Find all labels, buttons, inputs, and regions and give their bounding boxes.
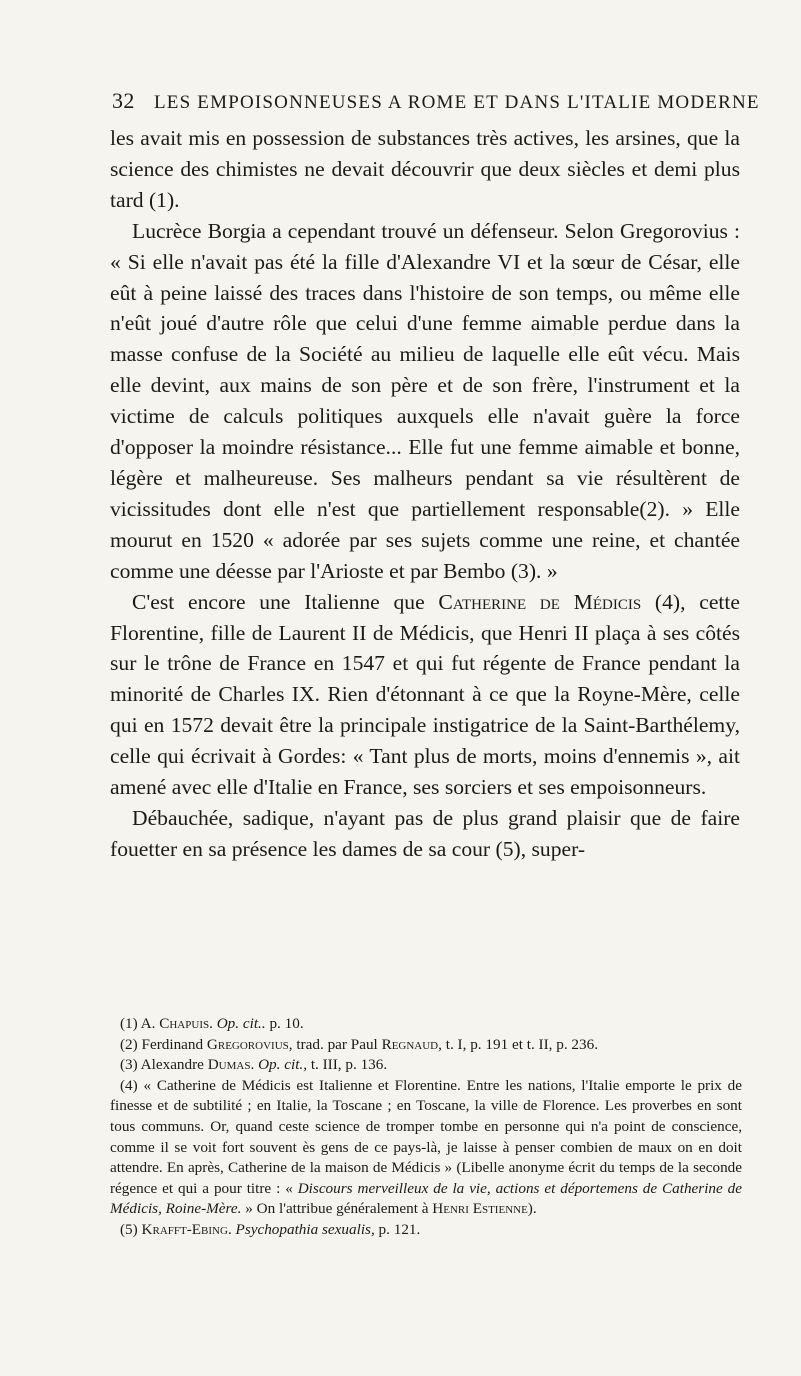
footnote-2 (110, 1035, 742, 1056)
page-number: 32 (112, 88, 135, 113)
running-header (112, 88, 760, 114)
footnote-4 (110, 1076, 742, 1220)
running-title: LES EMPOISONNEUSES A ROME ET DANS L'ITALIE MODERNE (153, 92, 760, 113)
paragraph-3-start: C'est encore une Italienne que (132, 589, 439, 614)
footnote-5-work: Psychopathia sexualis, (235, 1220, 375, 1238)
footnote-5-suffix: p. 121. (374, 1220, 421, 1238)
footnote-4-text: (4) « Catherine de Médicis est Italienne et Florentine. Entre les nations, l'Italie emporte le prix de finesse et de subtilité ; en Italie, la Toscane ; en Toscane, la ville de Florence. Les proverbes en sont tous communs. Or, quand ceste science de tromper tombe en personne qui n'a point de conscience, comme il se voit fort souvent ès gens de ce pays-là, je laisse à penser combien de maux on en doit attendre. En après, Catherine de la maison de Médicis » (Libelle anonyme écrit du temps de la seconde régence et qui a pour titre : « (110, 1076, 742, 1197)
footnote-4-suffix: ). (527, 1200, 537, 1218)
footnotes (110, 1014, 742, 1241)
paragraph-1: les avait mis en possession de substances très actives, les arsines, que la science des chimistes ne devait découvrir que deux siècles et demi plus tard (1). (110, 126, 740, 212)
footnote-2-suffix: t. I, p. 191 et t. II, p. 236. (441, 1035, 599, 1053)
footnote-1-suffix: p. 10. (265, 1015, 304, 1032)
footnote-3-suffix: t. III, p. 136. (307, 1056, 388, 1074)
footnote-4-attribution: Henri Estienne (432, 1200, 528, 1218)
footnote-2-translator: Regnaud, (381, 1035, 442, 1053)
footnote-1-work: Op. cit.. (216, 1015, 266, 1032)
footnote-3-prefix: (3) Alexandre (120, 1056, 208, 1074)
footnote-2-prefix: (2) Ferdinand (120, 1035, 207, 1053)
footnote-3-author: Dumas. (207, 1056, 255, 1074)
paragraph-3 (110, 587, 740, 803)
main-text (110, 123, 740, 865)
footnote-3-work: Op. cit., (258, 1056, 308, 1074)
footnote-2-middle: trad. par Paul (292, 1035, 382, 1053)
footnote-4-title: Discours merveilleux de la vie, actions et déportemens de Catherine de Médicis, Roine-Mère. (110, 1179, 742, 1218)
footnote-2-author: Gregorovius, (206, 1035, 293, 1053)
catherine-name: Catherine de Médicis (438, 589, 642, 614)
paragraph-4: Débauchée, sadique, n'ayant pas de plus grand plaisir que de faire fouetter en sa présence les dames de sa cour (5), super- (110, 805, 740, 861)
footnote-3 (110, 1055, 742, 1076)
footnote-5 (110, 1220, 742, 1241)
footnote-1-prefix: (1) A. (120, 1015, 160, 1032)
footnote-1-author: Chapuis. (159, 1015, 213, 1032)
footnote-5-prefix: (5) (120, 1220, 142, 1238)
footnote-4-middle: » On l'attribue généralement à (241, 1200, 433, 1218)
paragraph-2: Lucrèce Borgia a cependant trouvé un défenseur. Selon Gregorovius : « Si elle n'avait pas été la fille d'Alexandre VI et la sœur de César, elle eût à peine laissé des traces dans l'histoire de son temps, ou même elle n'eût joué d'autre rôle que celui d'une femme aimable perdue dans la masse confuse de la Société au milieu de laquelle elle eût vécu. Mais elle devint, aux mains de son père et de son frère, l'instrument et la victime de calculs politiques auxquels elle n'avait guère la force d'opposer la moindre résistance... Elle fut une femme aimable et bonne, légère et malheureuse. Ses malheurs pendant sa vie résultèrent de vicissitudes dont elle n'est que partiellement responsable(2). » Elle mourut en 1520 « adorée par ses sujets comme une reine, et chantée comme une déesse par l'Arioste et par Bembo (3). » (110, 218, 740, 583)
footnote-5-author: Krafft-Ebing. (141, 1220, 232, 1238)
footnote-1 (110, 1014, 742, 1035)
paragraph-3-rest: (4), cette Florentine, fille de Laurent II de Médicis, que Henri II plaça à ses côtés sur le trône de France en 1547 et qui fut régente de France pendant la minorité de Charles IX. Rien d'étonnant à ce que la Royne-Mère, celle qui en 1572 devait être la principale instigatrice de la Saint-Barthélemy, celle qui écrivait à Gordes: « Tant plus de morts, moins d'ennemis », ait amené avec elle d'Italie en France, ses sorciers et ses empoisonneurs. (110, 589, 740, 800)
